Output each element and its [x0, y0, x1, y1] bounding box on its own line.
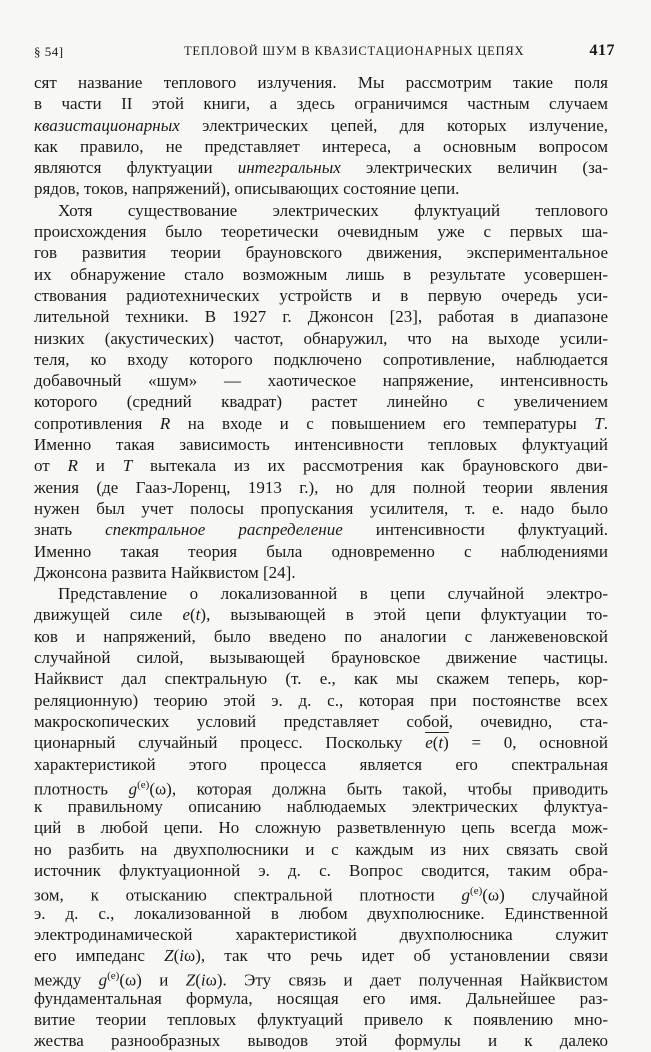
text-segment: случайной силой, вызывающей брауновское движение частицы. [34, 648, 608, 668]
text-line [34, 1030, 608, 1051]
text-line [34, 498, 608, 519]
text-segment: лительной техники. В 1927 г. Джонсон [23], работая в диапазоне [34, 307, 608, 327]
text-segment: и [77, 456, 123, 476]
math-symbol: интегральных [237, 158, 341, 178]
text-line [34, 434, 608, 455]
text-segment: в части II этой книги, а здесь ограничимся частным случаем [34, 94, 608, 114]
text-line [34, 711, 608, 732]
math-symbol: g [128, 779, 138, 799]
text-segment: э. д. с., локализованной в любом двухполюснике. Единственной [34, 903, 608, 923]
text-line [34, 519, 608, 540]
text-segment: ω), так что речь идет об установлении связи [184, 946, 608, 966]
text-segment: его импеданс [34, 946, 165, 966]
text-segment: которого (средний квадрат) растет линейно с увеличением [34, 392, 608, 412]
text-line [34, 306, 608, 327]
text-segment: сопротивления [34, 413, 160, 433]
text-segment: сят название теплового излучения. Мы рассмотрим такие поля [34, 73, 608, 92]
text-segment: ω). Эту связь и дает полученная Найквистом [205, 971, 608, 991]
text-line [34, 583, 608, 604]
text-segment: Представление о локализованной в цепи случайной электро- [58, 584, 608, 604]
text-line [34, 370, 608, 391]
text-segment: фундаментальная формула, носящая его имя. Дальнейшее раз- [34, 988, 608, 1008]
text-line [34, 221, 608, 242]
text-segment: знать [34, 520, 106, 540]
math-symbol: квазистационарных [34, 115, 180, 135]
text-line [34, 562, 608, 583]
text-segment: ствования радиотехнических устройств и в первую очередь уси- [34, 285, 608, 305]
page-number: 417 [589, 42, 615, 59]
section-number: § 54] [34, 44, 64, 59]
text-line [34, 477, 608, 498]
text-line [34, 264, 608, 285]
text-line [34, 732, 608, 753]
math-symbol: Z [185, 971, 196, 991]
text-segment: Именно такая теория была одновременно с наблюдениями [34, 541, 608, 561]
text-line [34, 136, 608, 157]
text-segment: . [603, 413, 608, 433]
text-segment: ( [190, 605, 196, 625]
text-segment: = 0, основной [448, 733, 608, 753]
text-line [34, 881, 608, 905]
running-header [34, 38, 615, 64]
text-line [34, 242, 608, 263]
text-segment: ций в любой цепи. Но сложную разветвленную цепь всегда мож- [34, 818, 608, 838]
text-line [34, 945, 608, 966]
text-segment: движущей силе [34, 605, 183, 625]
text-line [34, 966, 608, 991]
text-line [34, 115, 608, 136]
text-segment: ционарный случайный процесс. Поскольку [34, 733, 426, 753]
text-segment: Джонсона развита Найквистом [24]. [34, 562, 296, 582]
math-symbol: i [200, 971, 206, 991]
text-segment: зом, к отысканию спектральной плотности [34, 885, 462, 905]
text-line [34, 988, 608, 1009]
text-line [34, 328, 608, 349]
text-segment: интенсивности флуктуаций. [342, 520, 608, 540]
text-line [34, 817, 608, 838]
text-segment: (ω), которая должна быть такой, чтобы приводить [149, 779, 608, 799]
text-line [34, 903, 608, 924]
text-line [34, 924, 608, 945]
text-segment: на входе и с повышением его температуры [170, 413, 595, 433]
text-line [34, 860, 608, 881]
text-line [34, 647, 608, 668]
text-segment: ) [443, 733, 449, 753]
text-segment: гов развития теории брауновского движения, экспериментальное [34, 243, 608, 263]
text-segment: ков и напряжений, было введено по аналогии с ланжевеновской [34, 626, 608, 646]
text-line [34, 796, 608, 817]
text-line [34, 178, 608, 199]
math-symbol: $\overline{e}$ [425, 733, 433, 753]
text-segment: нужен был учет полосы пропускания усилителя, т. е. надо было [34, 498, 608, 518]
running-title: ТЕПЛОВОЙ ШУМ В КВАЗИСТАЦИОНАРНЫХ ЦЕПЯХ [184, 44, 525, 58]
text-line [34, 349, 608, 370]
text-line [34, 93, 608, 114]
text-segment: являются флуктуации [34, 158, 238, 178]
text-line [34, 285, 608, 306]
text-line [34, 690, 608, 711]
text-line [34, 626, 608, 647]
math-symbol: i [179, 946, 184, 966]
text-segment: (e) [470, 885, 483, 898]
text-segment: жения (де Гааз-Лоренц, 1913 г.), но для полной теории явления [34, 477, 608, 497]
text-segment: от [34, 456, 68, 476]
text-line [34, 200, 608, 221]
math-symbol: t [195, 605, 201, 625]
text-segment: реляционную) теорию этой э. д. с., которая при постоянстве всех [34, 690, 608, 710]
text-line [34, 541, 608, 562]
text-line [34, 72, 608, 93]
text-segment: электрических величин (за- [340, 158, 608, 178]
text-line [34, 413, 608, 434]
math-symbol: g [98, 971, 108, 991]
text-line [34, 775, 608, 799]
text-segment: (ω) и [119, 971, 186, 991]
math-symbol: R [67, 456, 78, 476]
text-line [34, 157, 608, 178]
text-segment: жества разнообразных выводов этой формулы и к далеко [34, 1031, 608, 1051]
text-segment: между [34, 971, 99, 991]
math-symbol: T [122, 456, 133, 476]
text-line [34, 668, 608, 689]
math-symbol: Z [164, 946, 174, 966]
text-segment: низких (акустических) частот, обнаружил, что на выходе усили- [34, 328, 608, 348]
text-segment: источник флуктуационной э. д. с. Вопрос сводится, таким обра- [34, 860, 608, 880]
text-segment: (e) [137, 778, 150, 791]
text-segment: макроскопических условий представляет собой, очевидно, ста- [34, 711, 608, 731]
text-line [34, 604, 608, 625]
text-segment: электрических цепей, для которых излучение, [179, 115, 608, 135]
math-symbol: T [594, 413, 604, 433]
text-segment: к правильному описанию наблюдаемых электрических флуктуа- [34, 797, 608, 817]
text-segment: рядов, токов, напряжений), описывающих состояние цепи. [34, 179, 460, 199]
text-segment: Найквист дал спектральную (т. е., как мы скажем теперь, кор- [34, 669, 608, 689]
text-line [34, 754, 608, 775]
math-symbol: $\overline{t}$ [438, 733, 444, 753]
text-segment: как правило, не представляет интереса, а основным вопросом [34, 136, 608, 156]
text-segment: теля, ко входу которого подключено сопротивление, наблюдается [34, 349, 608, 369]
text-segment: характеристикой этого процесса является его спектральная [34, 754, 608, 774]
text-segment: но разбить на двухполюсники и с каждым из них связать свой [34, 839, 608, 859]
text-segment: Именно такая зависимость интенсивности тепловых флуктуаций [34, 435, 608, 455]
math-symbol: R [159, 413, 171, 433]
text-segment: их обнаружение стало возможным лишь в результате усовершен- [34, 264, 608, 284]
text-segment: (e) [107, 970, 120, 983]
text-segment: добавочный «шум» — хаотическое напряжение, интенсивность [34, 371, 608, 391]
text-segment: происхождения было теоретически очевидным уже с первых ша- [34, 222, 608, 242]
text-segment: ( [432, 733, 439, 753]
math-symbol: g [461, 885, 471, 905]
math-symbol: спектральное распределение [105, 520, 343, 540]
text-line [34, 1009, 608, 1030]
text-segment: электродинамической характеристикой двухполюсника служит [34, 924, 608, 944]
text-segment: (ω) случайной [482, 885, 608, 905]
text-segment: плотность [34, 779, 129, 799]
text-segment: Хотя существование электрических флуктуаций теплового [58, 200, 608, 220]
math-symbol: e [182, 605, 190, 625]
text-line [34, 455, 608, 476]
text-segment: ( [195, 971, 201, 991]
body-text [34, 72, 608, 1052]
text-line [34, 391, 608, 412]
text-line [34, 839, 608, 860]
text-segment: ( [173, 946, 180, 966]
text-segment: ), вызывающей в этой цепи флуктуации то- [200, 605, 608, 625]
text-segment: вытекала из их рассмотрения как брауновского дви- [132, 456, 608, 476]
text-segment: витие теории тепловых флуктуаций привело к появлению мно- [34, 1010, 608, 1030]
